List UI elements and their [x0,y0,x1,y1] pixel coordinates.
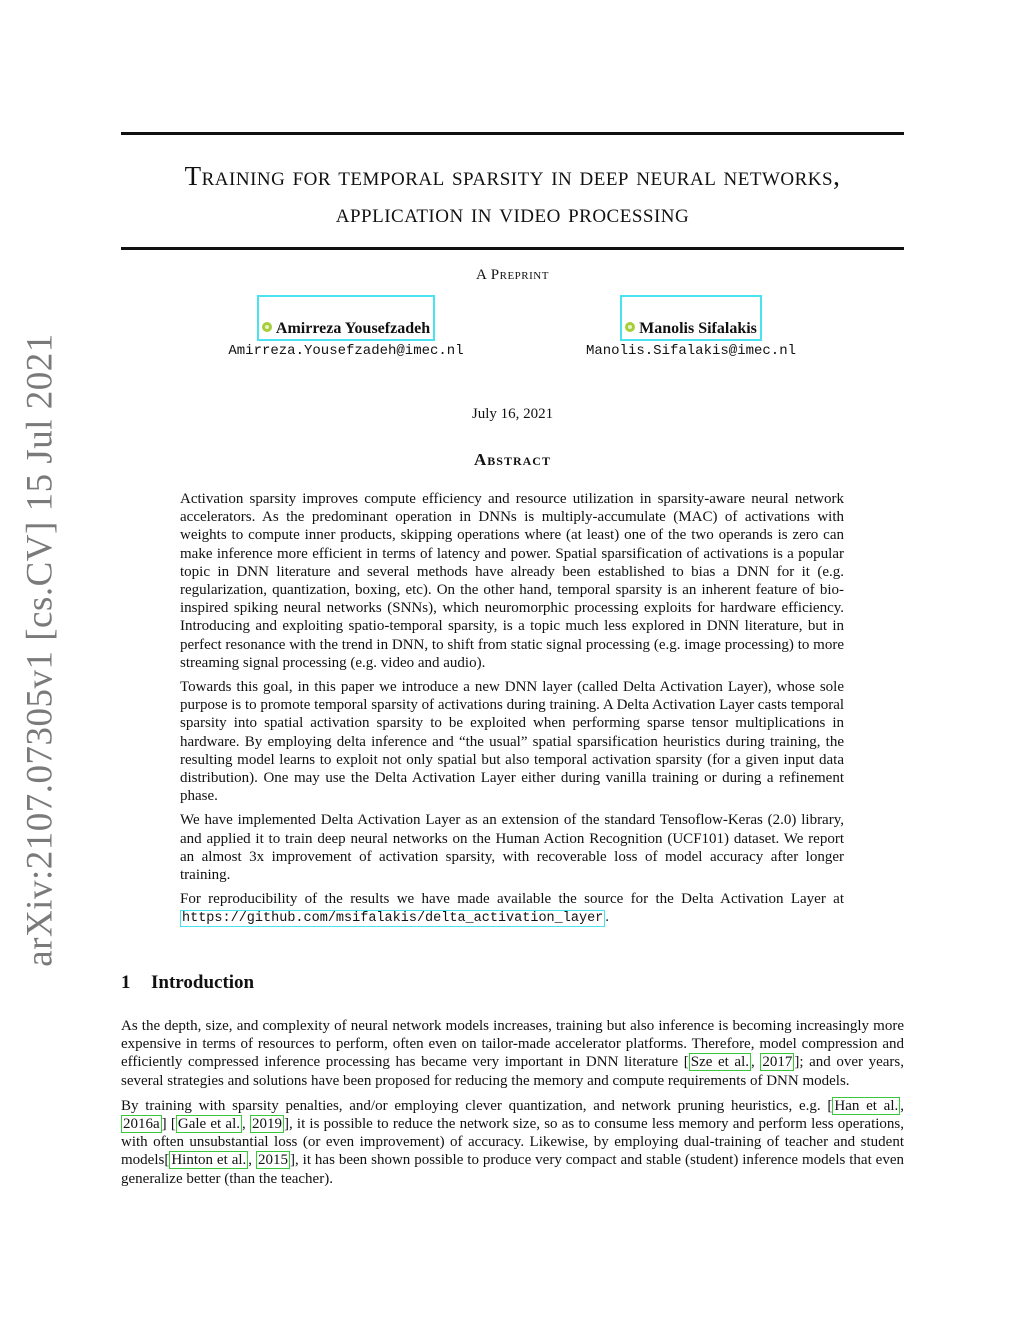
section-heading [121,972,254,994]
author-email-1: Amirreza.Yousefzadeh@imec.nl [228,343,464,359]
arxiv-identifier-margin [8,0,72,1325]
paper-title: Training for temporal sparsity in deep neural networks, application in video processing [184,161,841,228]
citation-sze-year[interactable]: 2017 [762,1054,793,1071]
citation-hinton-year[interactable]: 2015 [257,1152,288,1169]
orcid-icon[interactable] [625,322,635,332]
abstract-paragraph-3: We have implemented Delta Activation Layer as an extension of the standard Tensoflow-Keras (2.0) library, and applied it to train deep neural networks on the Human Action Recognition (UCF101) dataset. We report an almost 3x improvement of activation sparsity, with recoverable loss of model accuracy after longer training. [180,812,844,884]
citation-separator: , [900,1097,904,1114]
citation-gale-year[interactable]: 2019 [251,1116,282,1133]
author-link-1[interactable] [257,295,435,341]
abstract-p4-end: . [605,909,610,926]
author-email-2: Manolis.Sifalakis@imec.nl [585,343,797,359]
intro-p2-text-b: ] [ [161,1116,176,1133]
github-link[interactable]: https://github.com/msifalakis/delta_activation_layer [182,911,604,927]
abstract-paragraph-1: Activation sparsity improves compute efficiency and resource utilization in sparsity-aware neural network accelerators. As the predominant operation in DNNs is multiply-accumulate (MAC) of activations with weights to compute inner products, skipping operations where (at least) one of the two operands is zero can make inference more efficient in terms of latency and power. Spatial sparsification of activations is a popular topic in DNN literature and several methods have already been established to bias a DNN for it (e.g. regularization, quantization, boxing, etc). On the other hand, temporal sparsity is an inherent feature of bio-inspired spiking neural networks (SNNs), which neuromorphic processing exploits for hardware efficiency. Introducing and exploiting spatio-temporal sparsity, is a topic much less explored in DNN literature, but in perfect resonance with the trend in DNN, to shift from static signal processing (e.g. image processing) to more streaming signal processing (e.g. video and audio). [180,491,844,671]
author-block-1 [196,295,496,359]
author-name-2: Manolis Sifalakis [639,320,757,337]
orcid-icon[interactable] [262,322,272,332]
intro-paragraph-1 [121,1017,904,1090]
citation-separator: , [242,1116,250,1133]
section-number: 1 [121,972,131,993]
abstract-p4-text: For reproducibility of the results we have made available the source for the Delta Activation Layer at [180,891,844,908]
intro-p2-text-c: ], it is possible to reduce the network size, so as to consume less memory and perform less operations, with often unsubstantial loss (or even improvement) of accuracy. Likewise, by employing dual-training of teacher and student models[ [121,1116,905,1169]
author-block-2 [541,295,841,359]
intro-paragraph-2 [121,1097,904,1188]
author-link-2[interactable] [620,295,762,341]
citation-separator: , [750,1054,761,1071]
intro-p1-text-b: ]; and over years, several strategies and solutions have been proposed for reducing the memory and compute requirements of DNN models. [121,1054,905,1089]
citation-hinton[interactable]: Hinton et al. [171,1152,247,1169]
intro-p1-text-a: As the depth, size, and complexity of neural network models increases, training but also inference is becoming increasingly more expensive in terms of resources to perform, often even on tailor-made accelerator platforms. Therefore, model compression and efficiently compressed inference processing has became very important in DNN literature [ [121,1018,904,1071]
introduction-body [121,1017,904,1195]
citation-gale[interactable]: Gale et al. [177,1116,240,1133]
citation-separator: , [248,1152,256,1169]
citation-han[interactable]: Han et al. [834,1097,899,1114]
title-bottom-rule [121,247,904,250]
abstract-body [180,490,844,935]
publication-date: July 16, 2021 [471,406,554,422]
citation-han-year[interactable]: 2016a [123,1116,160,1133]
title-top-rule [121,132,904,135]
preprint-label: A Preprint [476,267,549,283]
arxiv-identifier: arXiv:2107.07305v1 [cs.CV] 15 Jul 2021 [19,333,61,967]
section-title: Introduction [151,972,255,993]
abstract-paragraph-2: Towards this goal, in this paper we introduce a new DNN layer (called Delta Activation Layer), whose sole purpose is to promote temporal sparsity of activations during training. A Delta Activation Layer casts temporal sparsity into spatial activation sparsity to be exploited when performing sparse tensor multiplications in hardware. By employing delta inference and “the usual” spatial sparsification heuristics during training, the resulting model learns to exploit not only spatial but also temporal activation sparsity (for a given input data distribution). One may use the Delta Activation Layer either during vanilla training or during a refinement phase. [180,679,845,805]
intro-p2-text-d: ], it has been shown possible to produce very compact and stable (student) inference models that even generalize better (than the teacher). [121,1152,905,1187]
abstract-paragraph-4 [180,890,844,928]
intro-p2-text-a: By training with sparsity penalties, and/or employing clever quantization, and network pruning heuristics, e.g. [ [121,1097,833,1114]
author-name-1: Amirreza Yousefzadeh [275,320,431,337]
abstract-heading: Abstract [474,450,551,469]
citation-sze[interactable]: Sze et al. [690,1054,749,1071]
